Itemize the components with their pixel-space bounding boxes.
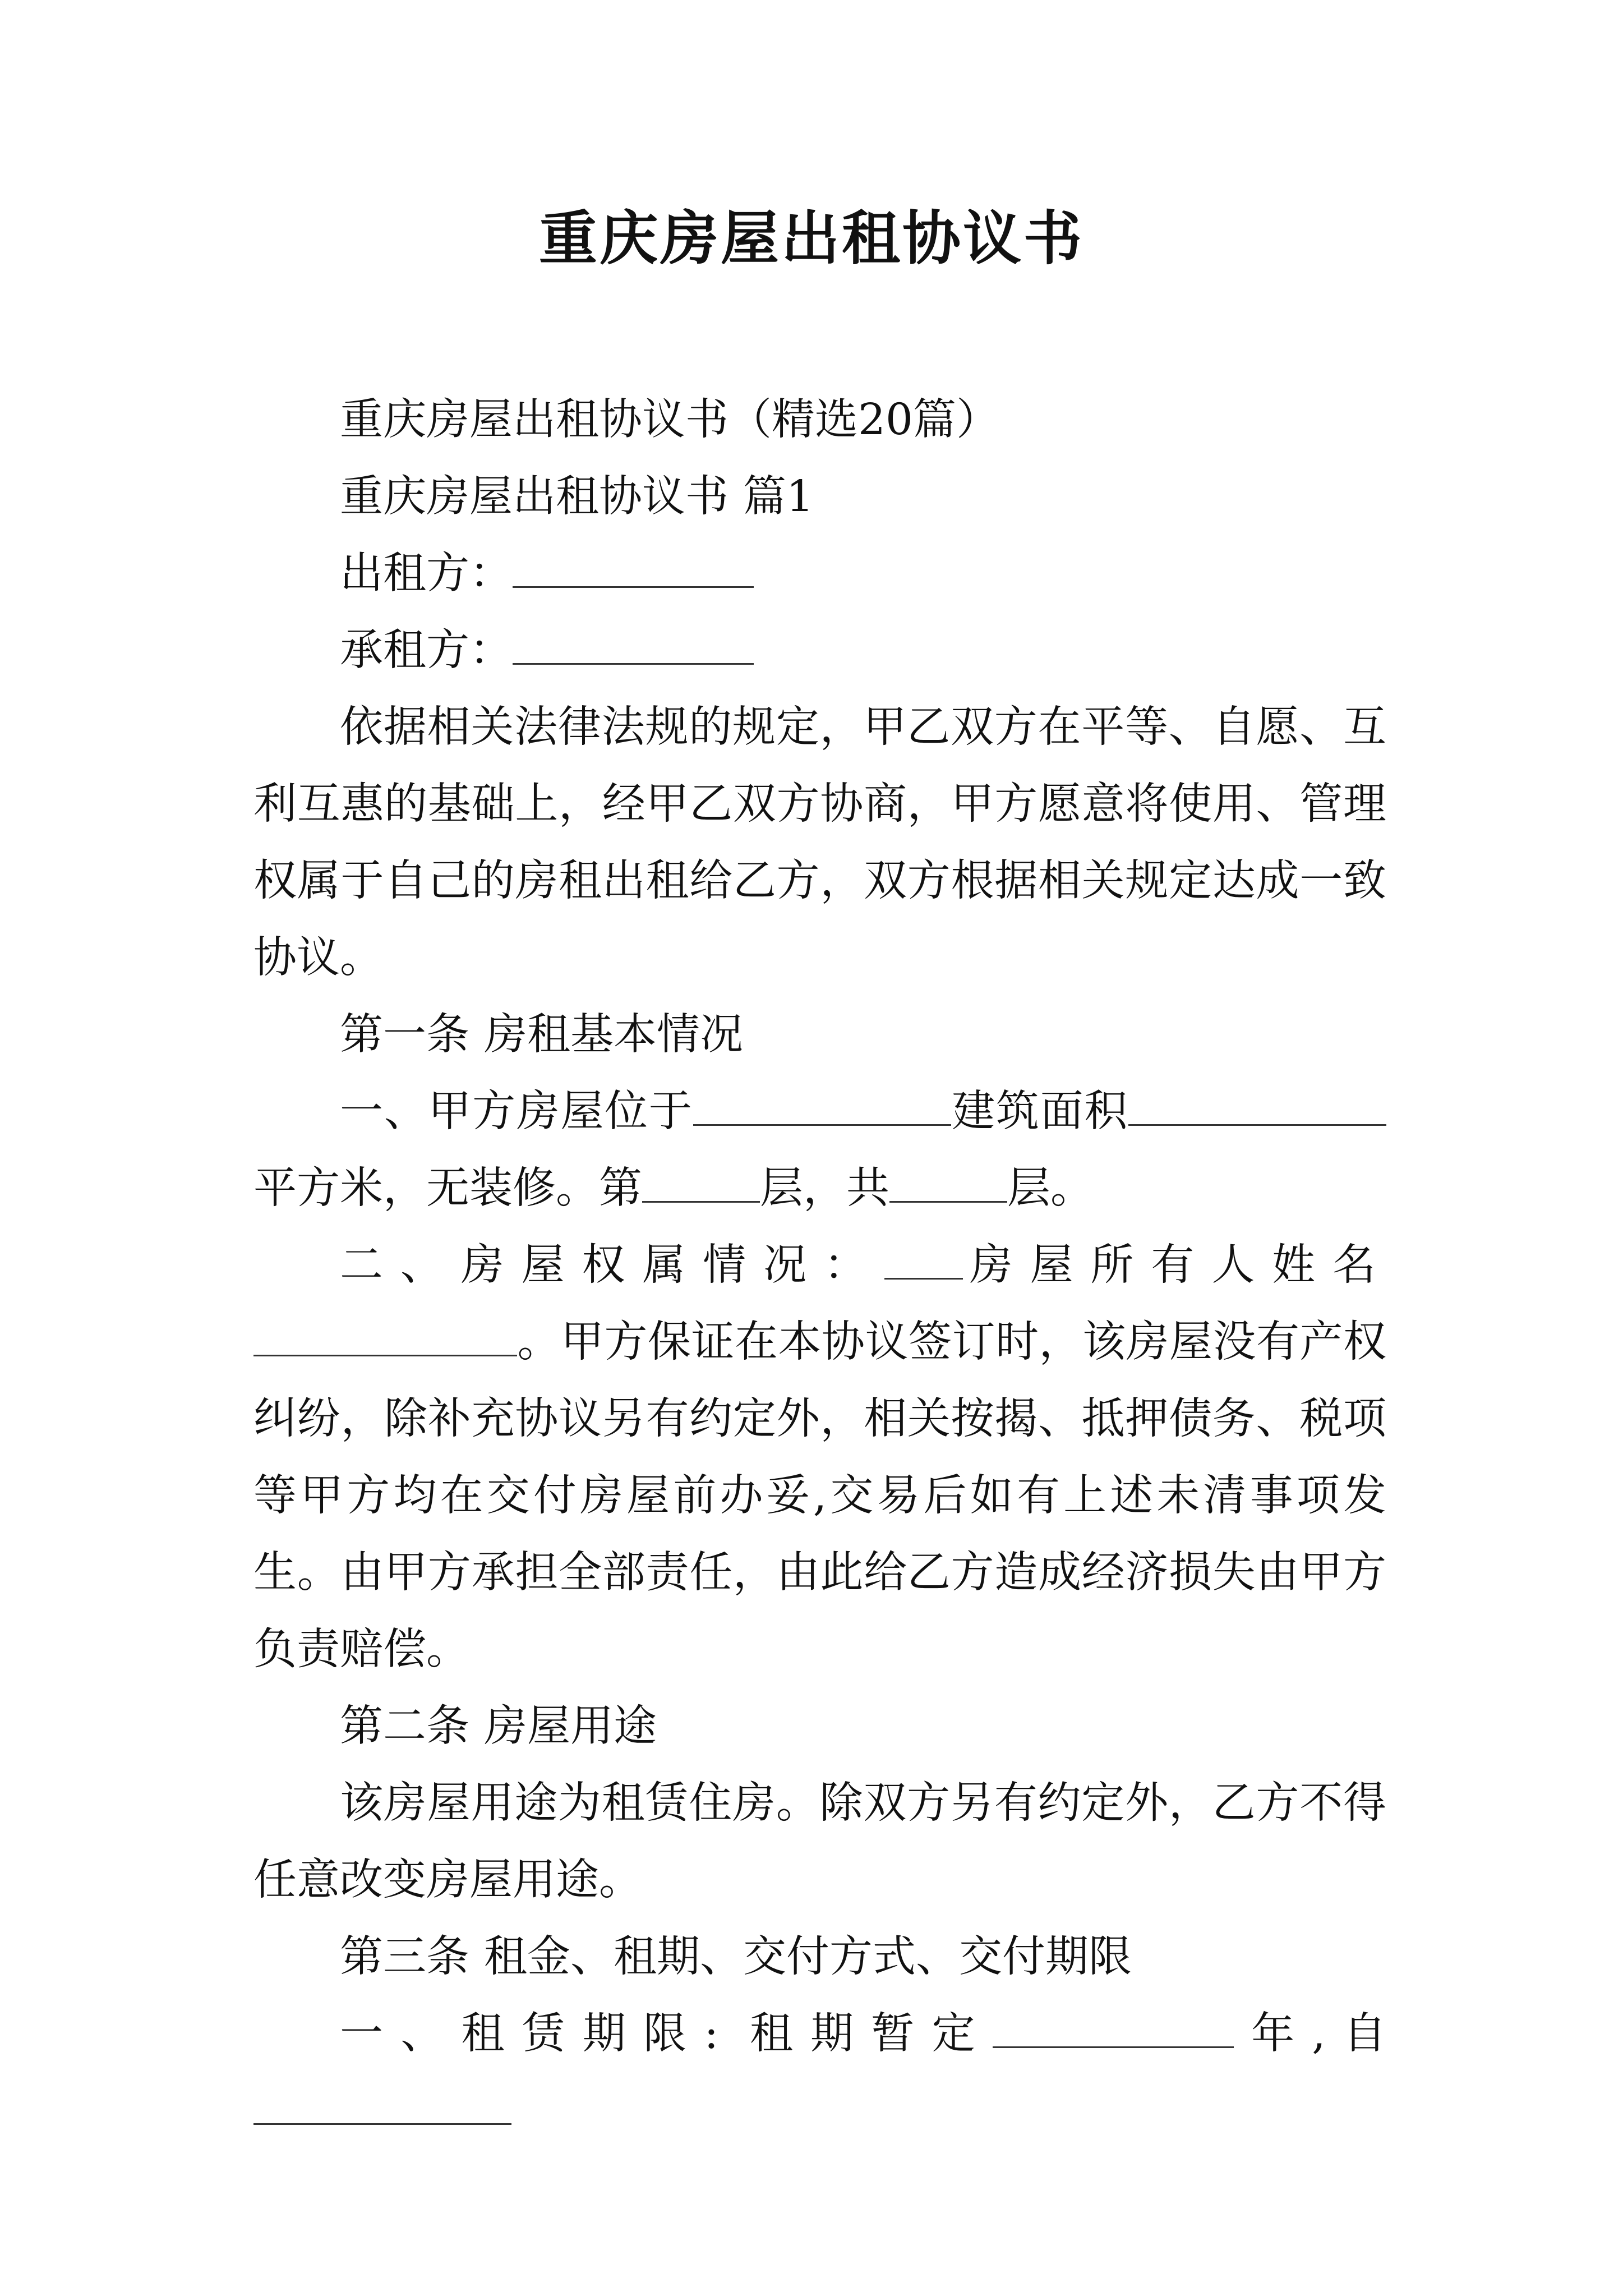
c1-end-text: 层。 <box>1007 1163 1094 1213</box>
clause2-title: 第二条 <box>340 1701 469 1751</box>
document-body <box>253 381 1386 2149</box>
c1-unit-text: 平方米，无装修。第 <box>253 1163 642 1213</box>
intro-paragraph: 依据相关法律法规的规定，甲乙双方在平等、自愿、互利互惠的基础上，经甲乙双方协商，甲方愿意将使用、管理权属于自己的房租出租给乙方，双方根据相关规定达成一致协议。 <box>253 702 1386 983</box>
lessee-blank <box>513 624 754 665</box>
clause1-item2 <box>253 1227 1386 1688</box>
term-years-blank <box>993 2007 1234 2048</box>
lessor-line <box>253 535 1386 612</box>
clause3-heading <box>253 1918 1386 1995</box>
owner-name-blank <box>253 1315 517 1356</box>
clause1-item1 <box>253 1073 1386 1227</box>
clause2-heading <box>253 1688 1386 1765</box>
article-heading: 重庆房屋出租协议书 <box>340 472 728 522</box>
c2-guarantee-text: 。甲方保证在本协议签订时，该房屋没有产权纠纷，除补充协议另有约定外，相关按揭、抵押债务、税项等甲方均在交付房屋前办妥,交易后如有上述未清事项发生。由甲方承担全部责任，由此给乙方造成经济损失由甲方负责赔偿。 <box>253 1317 1386 1674</box>
clause1-title: 第一条 <box>340 1010 469 1060</box>
location-blank <box>693 1085 951 1126</box>
clause1-name: 房租基本情况 <box>484 1010 743 1060</box>
floor-blank <box>642 1162 760 1203</box>
lessor-label: 出租方： <box>340 549 513 599</box>
article-heading-line <box>253 458 1386 535</box>
area-blank <box>1128 1085 1386 1126</box>
lessee-line <box>253 612 1386 689</box>
lessor-blank <box>513 547 754 588</box>
c1-location-label: 一、甲方房屋位于 <box>340 1087 693 1137</box>
clause2-paragraph: 该房屋用途为租赁住房。除双方另有约定外，乙方不得任意改变房屋用途。 <box>253 1778 1386 1905</box>
subtitle: 重庆房屋出租协议书（精选20篇） <box>340 395 999 445</box>
c2-ownership-label: 二、房屋权属情况： <box>340 1240 884 1290</box>
document-title: 重庆房屋出租协议书 <box>538 204 1084 273</box>
article-number: 篇1 <box>743 472 814 522</box>
ownership-blank <box>884 1239 963 1280</box>
c3-term-label: 一、租赁期限: 租期暂定 <box>340 2009 993 2059</box>
c3-from-label: 年,自 <box>1233 2009 1386 2059</box>
clause1-heading <box>253 996 1386 1073</box>
start-date-blank <box>253 2084 511 2125</box>
c1-floor-text: 层，共 <box>760 1163 889 1213</box>
clause3-title: 第三条 <box>340 1932 469 1982</box>
c2-owner-label: 房屋所有人姓名 <box>962 1240 1386 1290</box>
clause3-name: 租金、租期、交付方式、交付期限 <box>484 1932 1132 1982</box>
total-floors-blank <box>889 1162 1007 1203</box>
c1-area-label: 建筑面积 <box>951 1087 1129 1137</box>
clause2-name: 房屋用途 <box>484 1701 657 1751</box>
lessee-label: 承租方： <box>340 625 513 675</box>
subtitle-line <box>253 381 1386 458</box>
clause3-item1 <box>253 1995 1386 2149</box>
